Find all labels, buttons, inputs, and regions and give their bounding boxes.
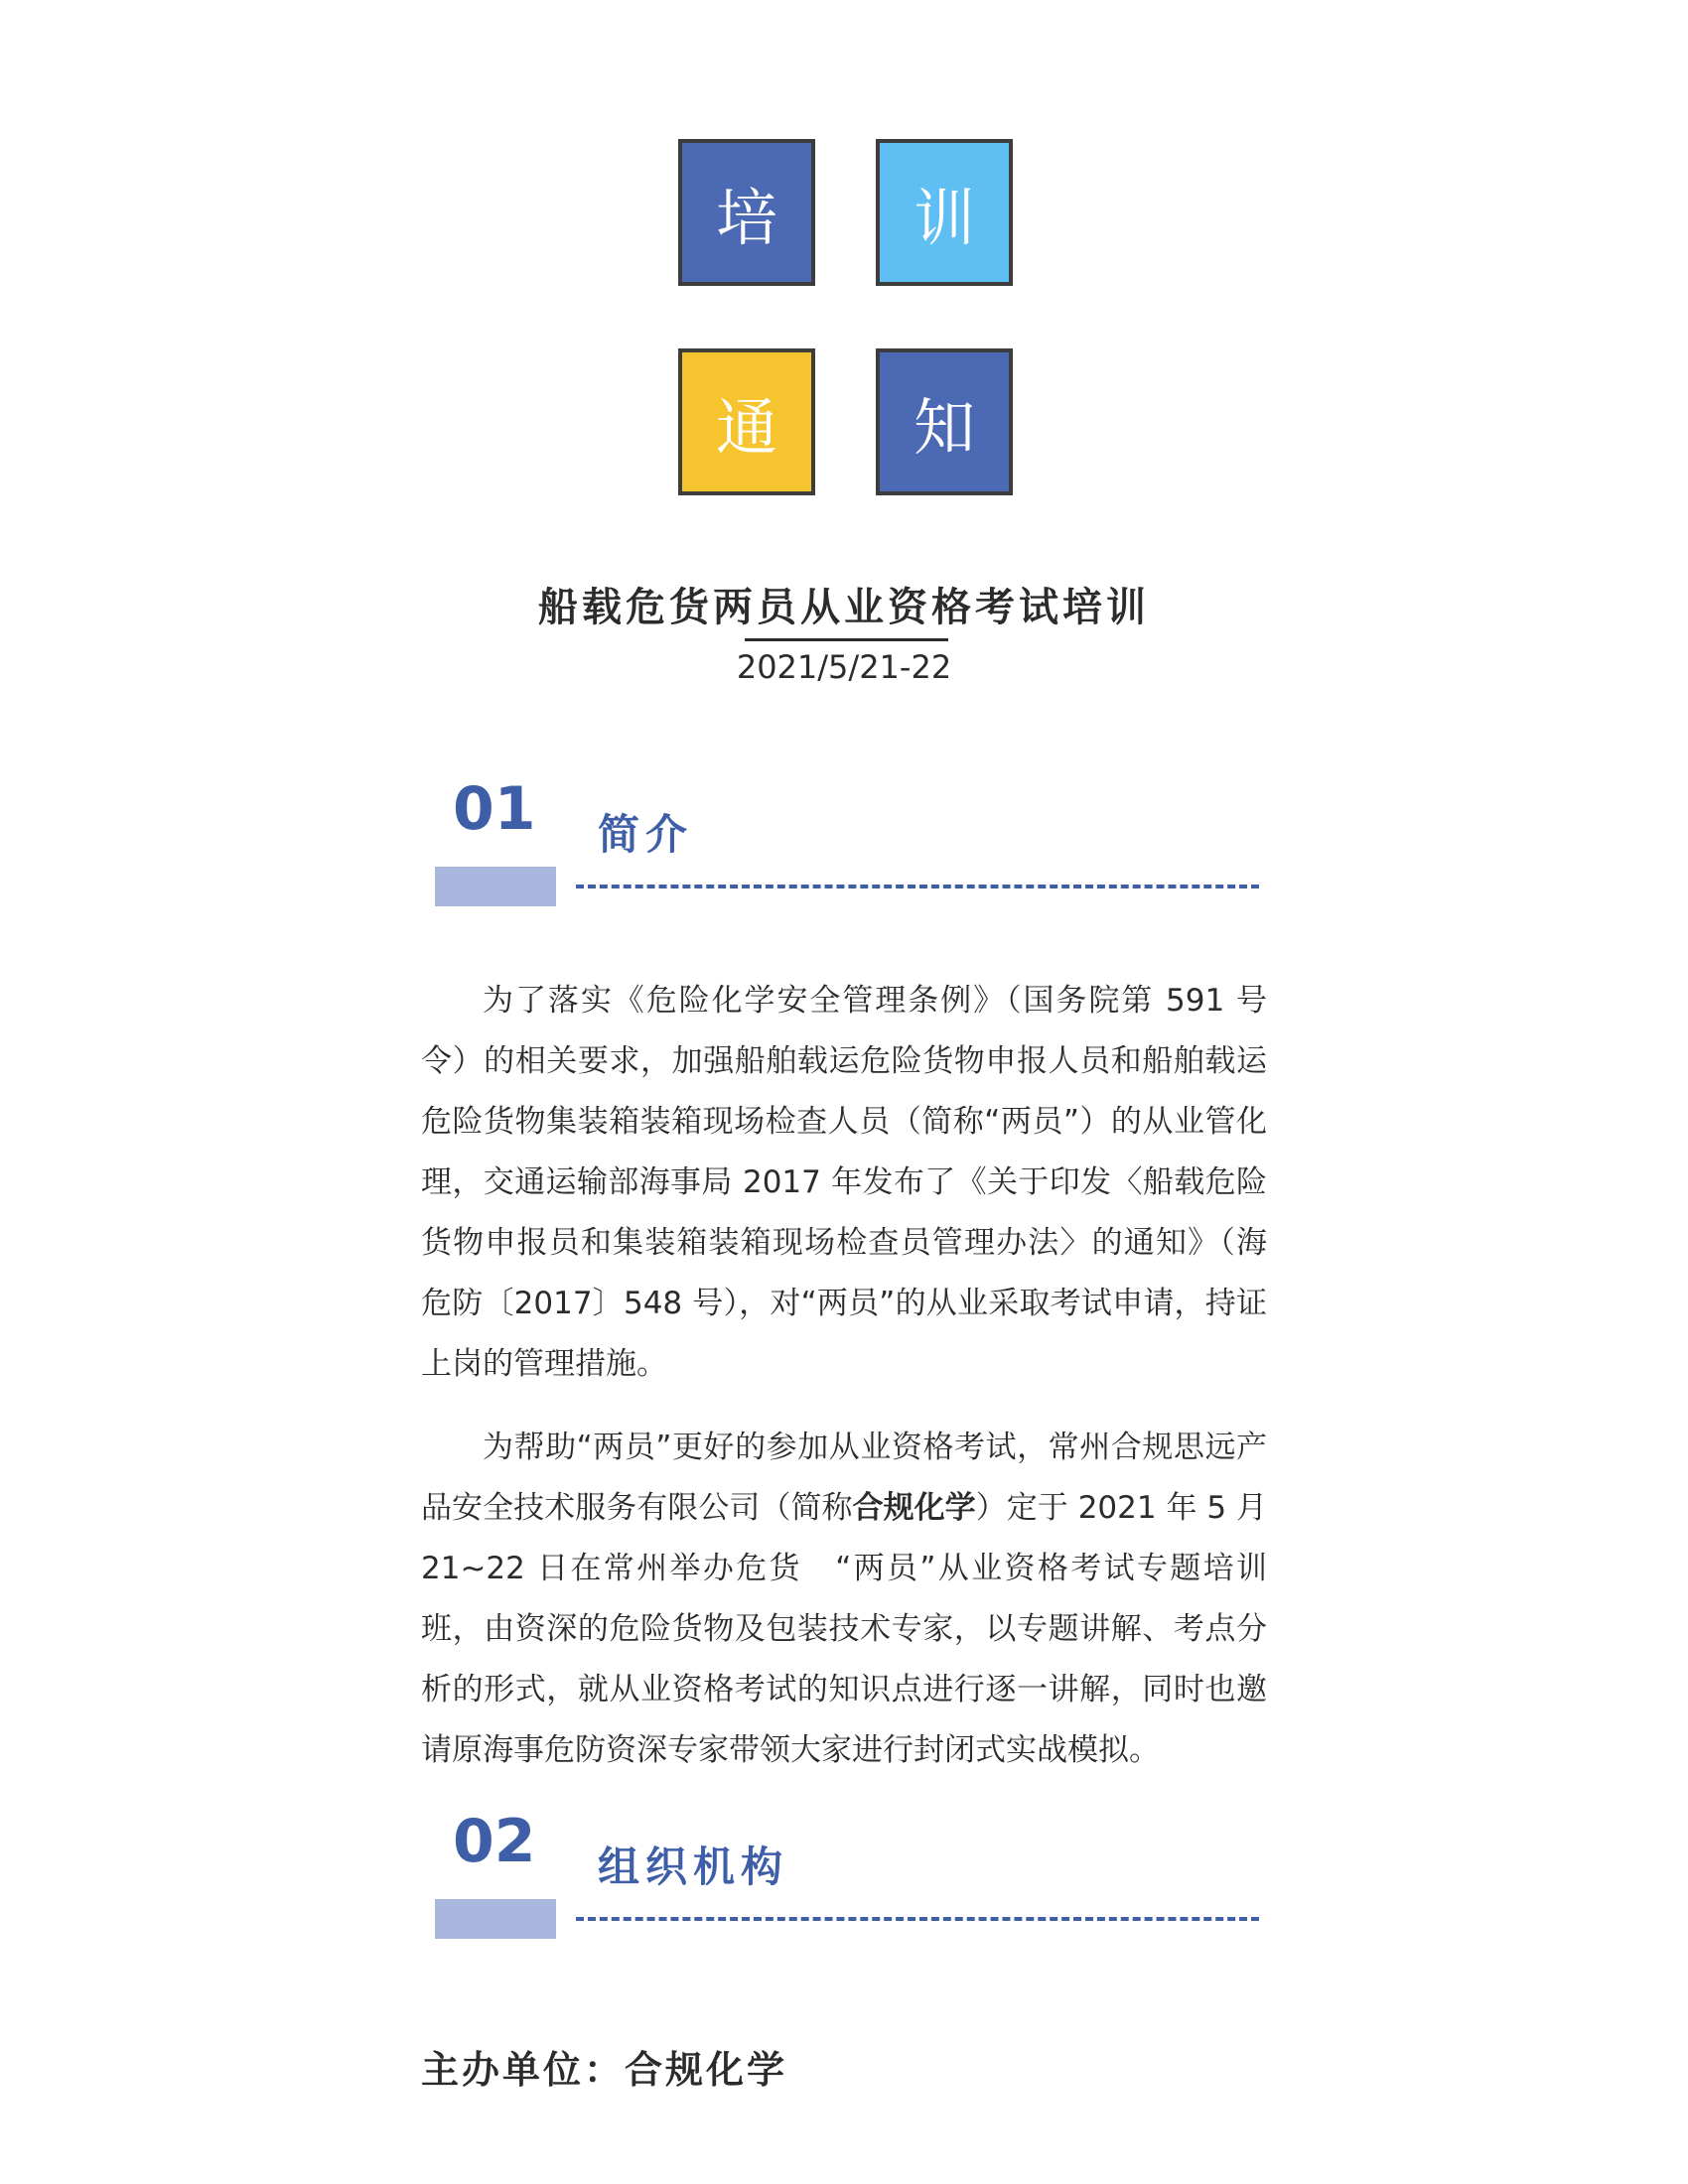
title-tile-zhi xyxy=(876,348,1013,495)
intro-paragraph-2 xyxy=(421,1418,1267,1781)
title-tile-tong xyxy=(678,348,815,495)
section-number-01: 01 xyxy=(453,774,536,844)
section-number-02: 02 xyxy=(453,1807,536,1876)
section-title-intro: 简介 xyxy=(598,810,694,859)
section-marker-block xyxy=(435,1899,556,1939)
intro-paragraph-2-text-a: 为帮助“两员”更好的参加从业资格考试，常州合规思远产品安全技术服务有限公司（简称 xyxy=(421,1430,1267,1526)
section-divider xyxy=(576,1917,1259,1921)
page-title: 船载危货两员从业资格考试培训 xyxy=(538,584,1150,630)
intro-paragraph-2-text-b: ）定于 2021 年 5 月 21~22 日在常州举办危货 “两员”从业资格考试专题培训班，由资深的危险货物及包装技术专家，以专题讲解、考点分析的形式，就从业资格考试的知识点进行逐一讲解，同时也邀请原海事危防资深专家带领大家进行封闭式实战模拟。 xyxy=(421,1490,1268,1768)
intro-paragraph-1: 为了落实《危险化学安全管理条例》（国务院第 591 号令）的相关要求，加强船舶载运危险货物申报人员和船舶载运危险货物集装箱装箱现场检查人员（简称“两员”）的从业管化理，交通运输部海事局 2017 年发布了《关于印发〈船载危险货物申报员和集装箱装箱现场检查员管理办法〉的通知》（海危防〔2017〕548 号），对“两员”的从业采取考试申请，持证上岗的管理措施。 xyxy=(421,983,1267,1382)
tile-char: 训 xyxy=(913,181,975,254)
section-title-organization: 组织机构 xyxy=(598,1843,789,1891)
tile-char: 知 xyxy=(913,390,975,464)
tile-char: 培 xyxy=(715,181,777,254)
title-tile-pei xyxy=(678,139,815,286)
title-underline xyxy=(745,638,948,641)
host-label: 主办单位： xyxy=(421,2047,626,2092)
section-divider xyxy=(576,885,1259,888)
host-value: 合规化学 xyxy=(625,2047,788,2092)
host-organizer xyxy=(421,2039,787,2094)
event-date: 2021/5/21-22 xyxy=(736,648,952,686)
section-marker-block xyxy=(435,867,556,906)
tile-char: 通 xyxy=(715,390,777,464)
company-short-name: 合规化学 xyxy=(852,1490,976,1526)
title-tile-xun xyxy=(876,139,1013,286)
